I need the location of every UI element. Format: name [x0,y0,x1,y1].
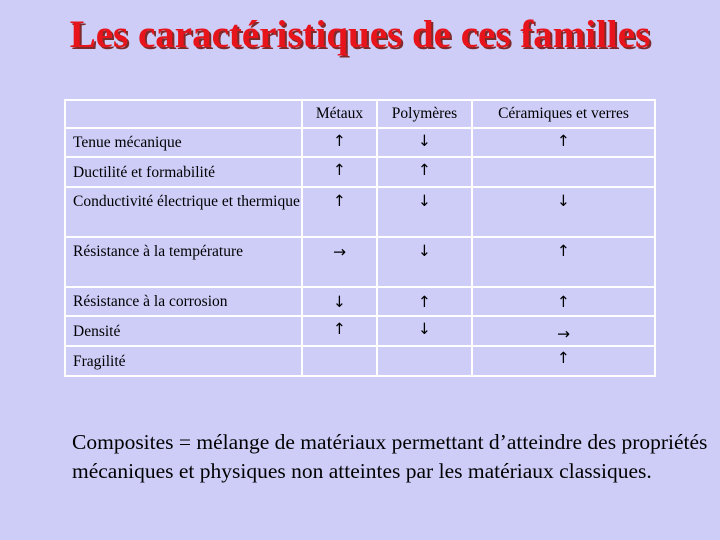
table-corner-cell [66,101,301,127]
arrow-down-icon: ↓ [378,188,471,236]
arrow-up-icon: ↑ [303,158,376,186]
arrow-up-icon: ↑ [473,347,654,375]
composites-note: Composites = mélange de matériaux permettant d’atteindre des propriétés mécaniques et physiques non atteintes par les matériaux classiques. [72,430,708,483]
arrow-down-icon: ↓ [303,288,376,315]
column-header-ceramiques: Céramiques et verres [473,101,654,127]
arrow-down-icon: ↓ [378,238,471,286]
arrow-right-icon: → [473,317,654,345]
row-label-ductilite: Ductilité et formabilité [66,158,301,186]
arrow-up-icon: ↑ [378,158,471,186]
arrow-down-icon: ↓ [473,188,654,236]
arrow-up-icon: ↑ [473,129,654,156]
slide-title: Les caractéristiques de ces familles [69,13,651,56]
arrow-up-icon: ↑ [303,188,376,236]
arrow-right-icon: → [303,238,376,286]
row-label-resistance-corrosion: Résistance à la corrosion [66,288,301,315]
empty-cell [378,347,471,375]
arrow-up-icon: ↑ [303,129,376,156]
arrow-down-icon: ↓ [378,317,471,345]
row-label-fragilite: Fragilité [66,347,301,375]
row-label-tenue-mecanique: Tenue mécanique [66,129,301,156]
properties-table [64,99,656,377]
arrow-up-icon: ↑ [303,317,376,345]
row-label-densite: Densité [66,317,301,345]
empty-cell [473,158,654,186]
empty-cell [303,347,376,375]
arrow-up-icon: ↑ [378,288,471,315]
arrow-down-icon: ↓ [378,129,471,156]
arrow-up-icon: ↑ [473,238,654,286]
column-header-metaux: Métaux [303,101,376,127]
arrow-up-icon: ↑ [473,288,654,315]
column-header-polymeres: Polymères [378,101,471,127]
row-label-conductivite: Conductivité électrique et thermique [66,188,301,236]
row-label-resistance-temperature: Résistance à la température [66,238,301,286]
